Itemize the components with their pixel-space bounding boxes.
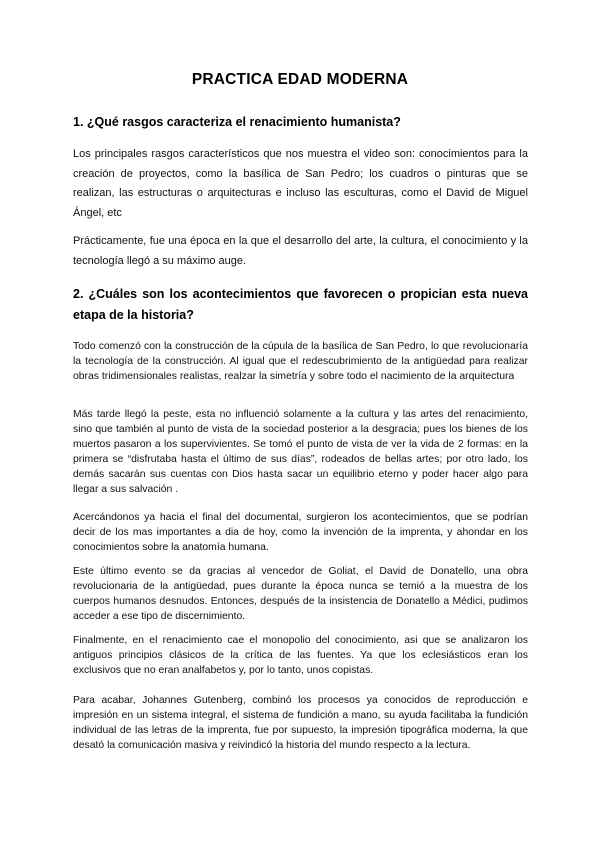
answer-2-paragraph-4: Este último evento se da gracias al vencedor de Goliat, el David de Donatello, una obra revolucionaria de la antigüedad, pues durante la época nunca se temió a la muestra de los cuerpos humanos desnudos. Entonces, después de la insistencia de Donatello a Médici, pudimos acceder a ese tipo de discernimiento. — [73, 566, 528, 622]
answer-1-paragraph-2: Prácticamente, fue una época en la que el desarrollo del arte, la cultura, el conocimiento y la tecnología llegó a su máximo auge. — [73, 235, 528, 267]
answer-2-paragraph-5: Finalmente, en el renacimiento cae el monopolio del conocimiento, asi que se analizaron los antiguos principios clásicos de la crítica de las fuentes. Ya que los eclesiásticos eran los exclusivos que no eran analfabetos y, por lo tanto, unos copistas. — [73, 635, 528, 676]
answer-2-paragraph-1: Todo comenzó con la construcción de la cúpula de la basílica de San Pedro, lo que revolucionaría la tecnología de la construcción. Al igual que el redescubrimiento de la antigüedad para realizar obras tridimensionales realistas, realzar la simetría y sobre todo el nacimiento de la arquitectura — [73, 341, 528, 382]
question-1-heading: 1. ¿Qué rasgos caracteriza el renacimiento humanista? — [73, 115, 401, 129]
answer-2-paragraph-3: Acercándonos ya hacia el final del documental, surgieron los acontecimientos, que se podrían decir de los mas importantes a dia de hoy, como la invención de la imprenta, y ahondar en los conocimientos sobre la anatomía humana. — [73, 512, 528, 553]
question-2-heading: 2. ¿Cuáles son los acontecimientos que favorecen o propician esta nueva etapa de la historia? — [73, 287, 528, 322]
page-title: PRACTICA EDAD MODERNA — [191, 71, 409, 88]
answer-1-paragraph-1: Los principales rasgos característicos que nos muestra el video son: conocimientos para la creación de proyectos, como la basílica de San Pedro; los cuadros o pinturas que se realizan, las estructuras o arquitecturas e incluso las esculturas, como el David de Miguel Ángel, etc — [73, 148, 528, 219]
answer-2-paragraph-2: Más tarde llegó la peste, esta no influenció solamente a la cultura y las artes del renacimiento, sino que también al punto de vista de la sociedad posterior a la desgracia; pues los bienes de los muertos pasaron a los supervivientes. Se tomó el punto de vista de ver la vida de 2 formas: en la primera se “disfrutaba hasta el último de sus días”, rodeados de bellas artes; por otro lado, los demás sacarán sus cuentas con Dios hasta sacar un equilibrio eterno y poder hacer algo para llegar a sus salvación . — [73, 409, 528, 495]
answer-2-paragraph-6: Para acabar, Johannes Gutenberg, combinó los procesos ya conocidos de reproducción e impresión en un sistema integral, el sistema de fundición a mano, su ayuda facilitaba la fundición individual de las letras de la imprenta, fue por supuesto, la impresión tipográfica moderna, la que desató la comunicación masiva y reivindicó la historia del mundo respecto a la lectura. — [73, 695, 528, 751]
